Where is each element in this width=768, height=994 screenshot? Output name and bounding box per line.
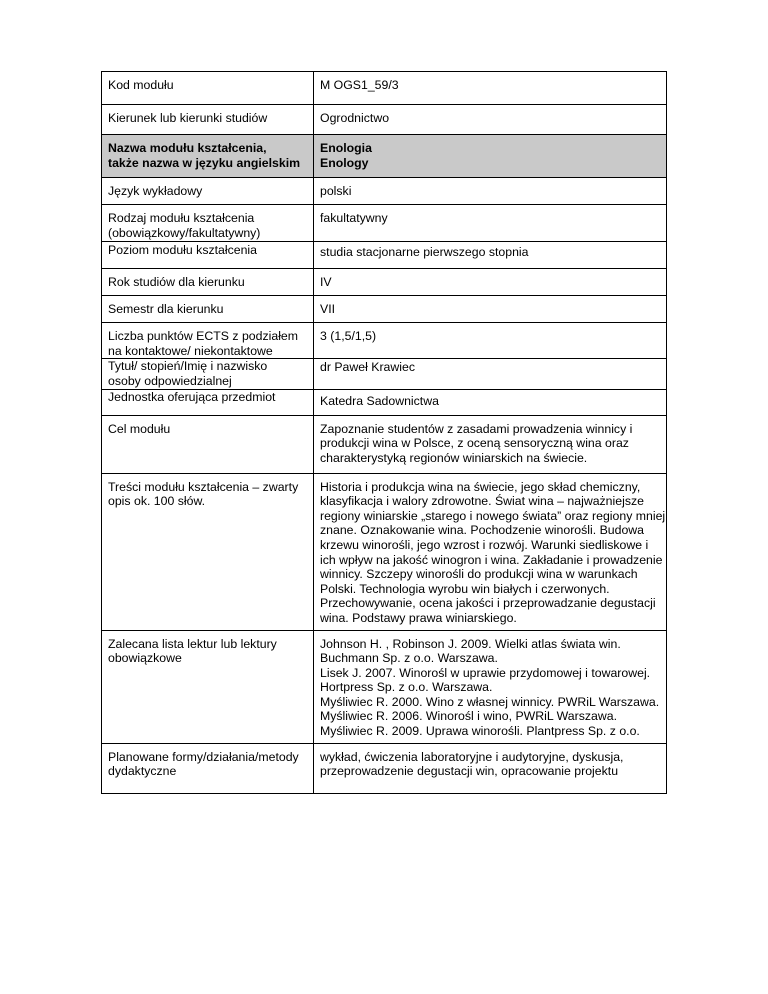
label-line: Treści modułu kształcenia – zwarty: [108, 479, 299, 494]
label-line: także nazwa w języku angielskim: [108, 155, 301, 170]
value-line: regiony winiarskie „starego i nowego świata” oraz regiony mniej: [320, 508, 666, 523]
table-row: [102, 630, 667, 743]
label-line: (obowiązkowy/fakultatywny): [108, 225, 261, 240]
row-value: [314, 630, 667, 743]
row-label: [102, 359, 314, 389]
value-line: Lisek J. 2007. Winorośl w uprawie przydomowej i towarowej.: [320, 665, 651, 680]
row-label: Jednostka oferująca przedmiot: [102, 389, 314, 415]
row-label: [102, 473, 314, 630]
value-line: Przechowywanie, ocena jakości i przeprowadzanie degustacji: [320, 596, 656, 611]
value-line: Enologia: [320, 141, 372, 155]
value-line: klasyfikacja i walory zdrowotne. Świat wina – najważniejsze: [320, 494, 644, 509]
value-line: Zapoznanie studentów z zasadami prowadzenia winnicy i: [320, 421, 633, 436]
row-value: Ogrodnictwo: [314, 105, 667, 135]
value-line: Johnson H. , Robinson J. 2009. Wielki atlas świata win.: [320, 636, 621, 651]
row-value: [314, 415, 667, 473]
value-line: ich wpływ na jakość winogron i wina. Zakładanie i prowadzenie: [320, 552, 663, 567]
row-value: M OGS1_59/3: [314, 72, 667, 105]
table-row: [102, 296, 667, 323]
table-row: [102, 205, 667, 242]
row-value: VII: [314, 296, 667, 323]
row-value: dr Paweł Krawiec: [314, 359, 667, 389]
label-line: obowiązkowe: [108, 651, 182, 666]
row-label: Poziom modułu kształcenia: [102, 242, 314, 269]
value-line: przeprowadzenie degustacji win, opracowanie projektu: [320, 764, 619, 779]
value-line: winnicy. Szczepy winorośli do produkcji wina w warunkach: [320, 567, 638, 582]
row-value: Katedra Sadownictwa: [314, 389, 667, 415]
row-label: Język wykładowy: [102, 178, 314, 205]
value-line: Buchmann Sp. z o.o. Warszawa.: [320, 651, 498, 666]
row-value: studia stacjonarne pierwszego stopnia: [314, 242, 667, 269]
row-label: Kierunek lub kierunki studiów: [102, 105, 314, 135]
table-row: [102, 72, 667, 105]
table-row: [102, 105, 667, 135]
row-label: Kod modułu: [102, 72, 314, 105]
row-label: [102, 743, 314, 793]
row-value: [314, 135, 667, 178]
row-label: Semestr dla kierunku: [102, 296, 314, 323]
row-value: polski: [314, 178, 667, 205]
row-label: Rok studiów dla kierunku: [102, 269, 314, 296]
label-line: na kontaktowe/ niekontaktowe: [108, 343, 273, 358]
row-value: [314, 743, 667, 793]
row-value: fakultatywny: [314, 205, 667, 242]
value-line: Myśliwiec R. 2009. Uprawa winorośli. Plantpress Sp. z o.o.: [320, 724, 640, 739]
table-row: [102, 743, 667, 793]
value-line: Myśliwiec R. 2006. Winorośl i wino, PWRiL Warszawa.: [320, 709, 618, 724]
value-line: Myśliwiec R. 2000. Wino z własnej winnicy. PWRiL Warszawa.: [320, 694, 660, 709]
value-line: wina. Podstawy prawa winiarskiego.: [320, 610, 517, 625]
value-line: krzewu winorośli, jego wzrost i rozwój. Warunki siedliskowe i: [320, 537, 649, 552]
row-label: [102, 323, 314, 359]
row-value: 3 (1,5/1,5): [314, 323, 667, 359]
table-row: [102, 359, 667, 389]
table-row: [102, 135, 667, 178]
label-line: Planowane formy/działania/metody: [108, 749, 299, 764]
label-line: opis ok. 100 słów.: [108, 494, 206, 509]
value-line: Polski. Technologia wyrobu win białych i czerwonych.: [320, 581, 610, 596]
row-value: [314, 473, 667, 630]
value-line: Hortpress Sp. z o.o. Warszawa.: [320, 680, 493, 695]
table-row: [102, 178, 667, 205]
row-label: Cel modułu: [102, 415, 314, 473]
label-line: Rodzaj modułu kształcenia: [108, 211, 255, 225]
value-line: wykład, ćwiczenia laboratoryjne i audytoryjne, dyskusja,: [320, 749, 624, 764]
table-row: [102, 323, 667, 359]
table-row: [102, 389, 667, 415]
table-row: [102, 269, 667, 296]
row-label: [102, 205, 314, 242]
label-line: Liczba punktów ECTS z podziałem: [108, 329, 299, 344]
value-line: charakterystyką regionów winiarskich na świecie.: [320, 450, 588, 465]
value-line: produkcji wina w Polsce, z oceną sensoryczną wina oraz: [320, 436, 629, 451]
table-row: [102, 473, 667, 630]
row-value: IV: [314, 269, 667, 296]
value-line: Enology: [320, 155, 369, 170]
row-label: [102, 630, 314, 743]
table-row: [102, 415, 667, 473]
label-line: Tytuł/ stopień/Imię i nazwisko: [108, 359, 268, 374]
value-line: Historia i produkcja wina na świecie, jego skład chemiczny,: [320, 479, 641, 494]
label-line: dydaktyczne: [108, 764, 177, 779]
table-row: [102, 242, 667, 269]
module-table: [101, 71, 667, 794]
label-line: Zalecana lista lektur lub lektury: [108, 636, 277, 651]
label-line: osoby odpowiedzialnej: [108, 373, 232, 388]
row-label: [102, 135, 314, 178]
label-line: Nazwa modułu kształcenia,: [108, 141, 267, 155]
value-line: znane. Oznakowanie wina. Pochodzenie winorośli. Budowa: [320, 523, 645, 538]
